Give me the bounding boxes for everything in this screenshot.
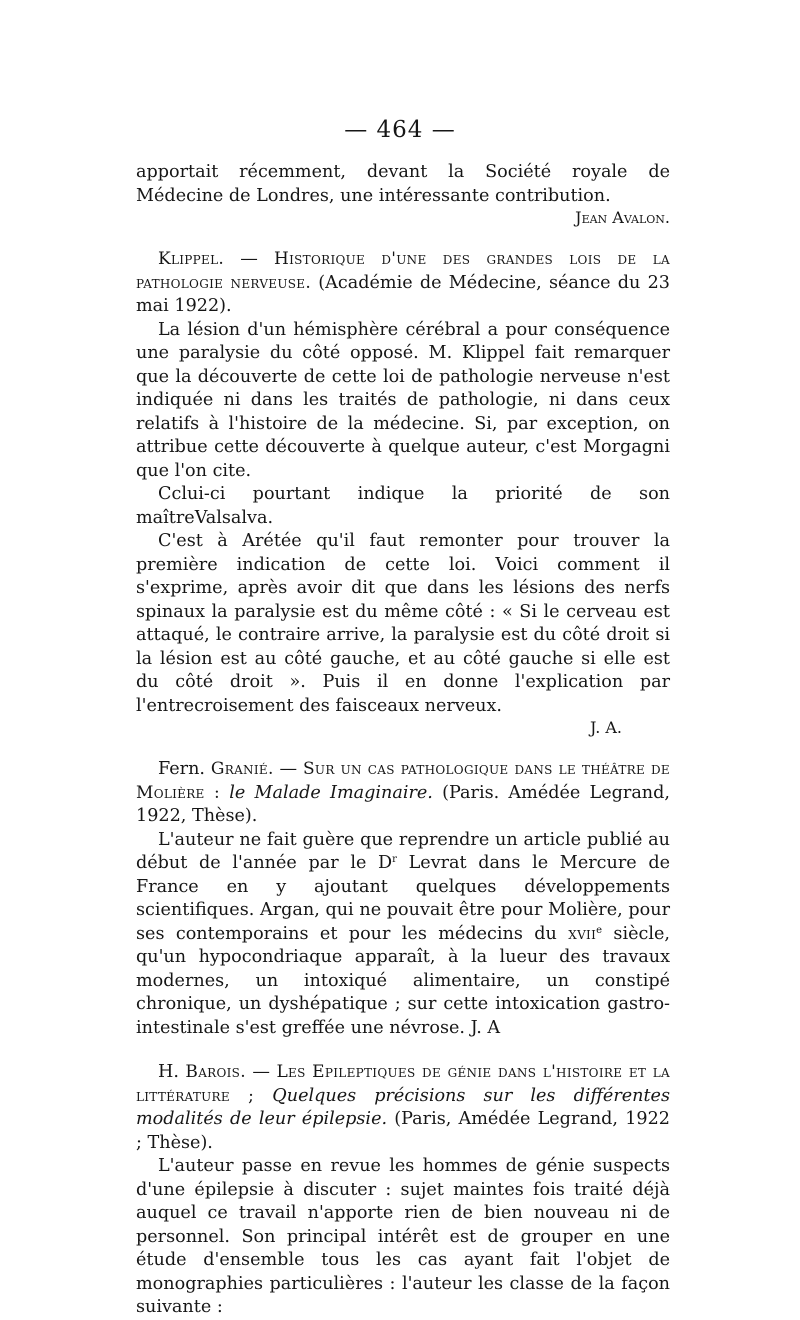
body-paragraph: Cclui-ci pourtant indique la priorité de son maîtreValsalva.: [136, 484, 670, 528]
body-paragraph: C'est à Arétée qu'il faut remonter pour trouver la première indication de cette loi. Voici comment il s'exprime, après avoir dit que dans les lésions des nerfs spinaux la paralysie est du même côté : « Si le cerveau est attaqué, le contraire arrive, la paralysie est du côté droit si la lésion est au côté gauche, et au côté gauche si elle est du côté droit ». Puis il en donne l'explication par l'entrecroisement des faisceaux nerveux.: [136, 531, 670, 716]
intro-paragraph: [136, 161, 670, 208]
entry-heading: [136, 248, 670, 319]
entry-author: Klippel.: [158, 249, 225, 269]
entry-author-prefix: H.: [158, 1062, 186, 1082]
entry-title-italic: Quelques précisions sur les différentes modalités de leur épilepsie.: [136, 1085, 671, 1129]
intro-signature: Jean Avalon.: [575, 208, 670, 227]
intro-section: [136, 161, 670, 227]
entry-heading: [136, 1061, 670, 1155]
entry-source: (Paris. Amédée Legrand, 1922, Thèse).: [136, 782, 670, 826]
entry-dash: —: [273, 759, 303, 779]
review-entry-barois: [136, 1061, 670, 1320]
body-text: Levrat dans le Mercure de France en y ajoutant quelques développements scientifiques. Argan, qui ne pouvait être pour Molière, pour ses contemporains et pour les médecins du: [136, 853, 670, 944]
body-text: siècle, qu'un hypocondriaque apparaît, à la lueur des travaux modernes, un intoxiqué alimentaire, un constipé chronique, un dyshépatique ; sur cette intoxication gastro-intestinale s'est greffée une névrose. J. A: [136, 923, 670, 1038]
entry-signature: J. A.: [590, 718, 622, 737]
intro-text: apportait récemment, devant la Société royale de Médecine de Londres, une intéressante contribution.: [136, 162, 670, 206]
entry-author-prefix: Fern.: [158, 759, 211, 779]
body-text: L'auteur ne fait guère que reprendre un article publié au début de l'année par le D: [136, 829, 670, 873]
entry-source: (Paris, Amédée Legrand, 1922 ; Thèse).: [136, 1109, 670, 1153]
page-number: — 464 —: [344, 117, 456, 143]
body-paragraph: La lésion d'un hémisphère cérébral a pour conséquence une paralysie du côté opposé. M. Klippel fait remarquer que la découverte de cette loi de pathologie nerveuse n'est indiquée ni dans les traités de pathologie, ni dans ceux relatifs à l'histoire de la médecine. Si, par exception, on attribue cette découverte à quelque auteur, c'est Morgagni que l'on cite.: [136, 319, 670, 481]
review-entry-klippel: [136, 248, 670, 737]
entry-dash: —: [224, 249, 274, 269]
superscript: e: [596, 924, 603, 936]
entry-title: Historique d'une des grandes lois de la pathologie nerveuse.: [136, 249, 670, 293]
entry-dash: —: [245, 1062, 277, 1082]
superscript: r: [392, 854, 397, 865]
entry-title: Sur un cas pathologique dans le théâtre de Molière :: [136, 759, 670, 803]
entry-source: (Académie de Médecine, séance du 23 mai 1922).: [136, 272, 670, 316]
entry-title: Les Epileptiques de génie dans l'histoire et la littérature ;: [136, 1062, 671, 1106]
review-entry-granie: [136, 758, 670, 1040]
body-paragraph: [136, 829, 670, 1041]
body-paragraph: L'auteur passe en revue les hommes de génie suspects d'une épilepsie à discuter : sujet maintes fois traité déjà auquel ce travail n'apporte rien de bien nouveau ni de personnel. Son principal intérêt est de grouper en une étude d'ensemble tous les cas ayant fait l'objet de monographies particulières : l'auteur les classe de la façon suivante :: [136, 1156, 670, 1317]
text-column: [136, 161, 670, 1320]
entry-author: Barois.: [185, 1062, 246, 1082]
century-numeral: xvii: [568, 923, 597, 944]
entry-title-italic: le Malade Imaginaire.: [219, 782, 433, 803]
entry-author: Granié.: [210, 759, 274, 779]
entry-heading: [136, 758, 670, 829]
